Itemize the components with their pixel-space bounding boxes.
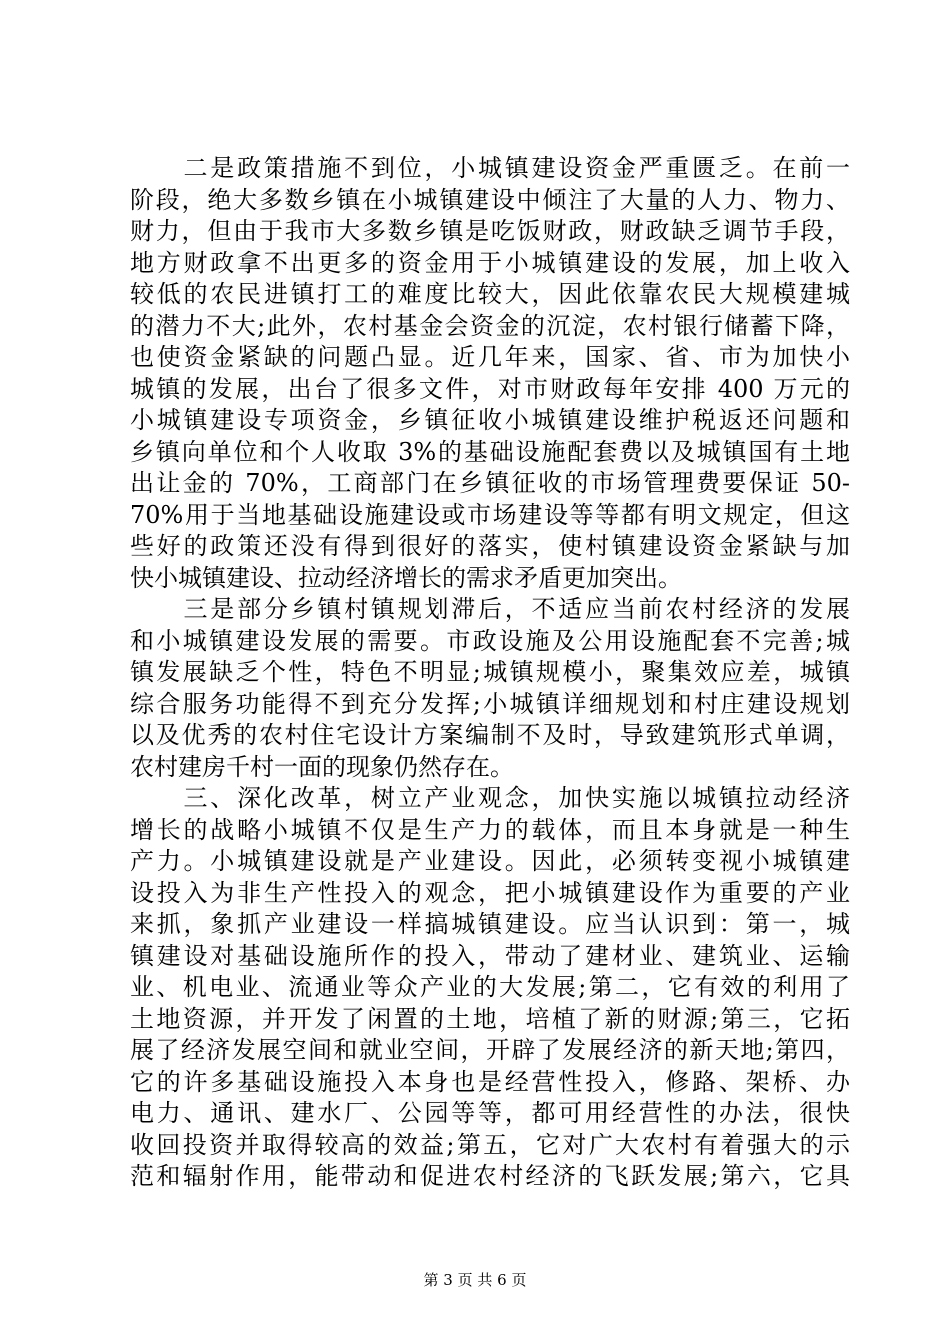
text-line: 增长的战略小城镇不仅是生产力的载体，而且本身就是一种生 — [130, 815, 850, 844]
text-line: 设投入为非生产性投入的观念，把小城镇建设作为重要的产业 — [130, 878, 850, 907]
text-line: 快小城镇建设、拉动经济增长的需求矛盾更加突出。 — [130, 563, 682, 592]
text-line: 三是部分乡镇村镇规划滞后，不适应当前农村经济的发展 — [130, 595, 850, 623]
text-line: 镇建设对基础设施所作的投入，带动了建材业、建筑业、运输 — [130, 941, 850, 970]
text-line: 阶段，绝大多数乡镇在小城镇建设中倾注了大量的人力、物力、 — [130, 185, 850, 214]
text-line: 展了经济发展空间和就业空间，开辟了发展经济的新天地;第四， — [130, 1036, 850, 1064]
text-line: 乡镇向单位和个人收取 3%的基础设施配套费以及城镇国有土地 — [130, 437, 850, 466]
text-line: 财力，但由于我市大多数乡镇是吃饭财政，财政缺乏调节手段， — [130, 217, 850, 245]
text-line: 土地资源，并开发了闲置的土地，培植了新的财源;第三，它拓 — [130, 1004, 850, 1033]
text-line: 城镇的发展，出台了很多文件，对市财政每年安排 400 万元的 — [130, 374, 850, 403]
text-line: 范和辐射作用，能带动和促进农村经济的飞跃发展;第六，它具 — [130, 1162, 850, 1190]
text-line: 二是政策措施不到位，小城镇建设资金严重匮乏。在前一 — [130, 154, 850, 182]
text-line: 和小城镇建设发展的需要。市政设施及公用设施配套不完善;城 — [130, 626, 850, 655]
text-line: 来抓，象抓产业建设一样搞城镇建设。应当认识到：第一，城 — [130, 910, 850, 938]
text-line: 综合服务功能得不到充分发挥;小城镇详细规划和村庄建设规划 — [130, 689, 850, 718]
text-line: 的潜力不大;此外，农村基金会资金的沉淀，农村银行储蓄下降， — [130, 311, 850, 340]
text-line: 镇发展缺乏个性，特色不明显;城镇规模小，聚集效应差，城镇 — [130, 658, 850, 686]
text-line: 出让金的 70%，工商部门在乡镇征收的市场管理费要保证 50- — [130, 469, 850, 497]
text-line: 业、机电业、流通业等众产业的大发展;第二，它有效的利用了 — [130, 973, 850, 1001]
text-line: 地方财政拿不出更多的资金用于小城镇建设的发展，加上收入 — [130, 248, 850, 277]
text-line: 小城镇建设专项资金，乡镇征收小城镇建设维护税返还问题和 — [130, 406, 850, 434]
text-line: 它的许多基础设施投入本身也是经营性投入，修路、架桥、办 — [130, 1067, 850, 1096]
text-line: 些好的政策还没有得到很好的落实，使村镇建设资金紧缺与加 — [130, 532, 850, 560]
body-text — [130, 153, 850, 1193]
text-line: 也使资金紧缺的问题凸显。近几年来，国家、省、市为加快小 — [130, 343, 850, 371]
page-footer: 第 3 页 共 6 页 — [423, 1271, 527, 1289]
text-line: 70%用于当地基础设施建设或市场建设等等都有明文规定，但这 — [130, 500, 850, 529]
text-line: 农村建房千村一面的现象仍然存在。 — [130, 752, 514, 781]
text-line: 以及优秀的农村住宅设计方案编制不及时，导致建筑形式单调， — [130, 721, 850, 749]
text-line: 产力。小城镇建设就是产业建设。因此，必须转变视小城镇建 — [130, 847, 850, 875]
text-line: 较低的农民进镇打工的难度比较大，因此依靠农民大规模建城 — [130, 280, 850, 308]
text-line: 电力、通讯、建水厂、公园等等，都可用经营性的办法，很快 — [130, 1099, 850, 1127]
text-line: 三、深化改革，树立产业观念，加快实施以城镇拉动经济 — [130, 784, 850, 812]
text-line: 收回投资并取得较高的效益;第五，它对广大农村有着强大的示 — [130, 1130, 850, 1159]
